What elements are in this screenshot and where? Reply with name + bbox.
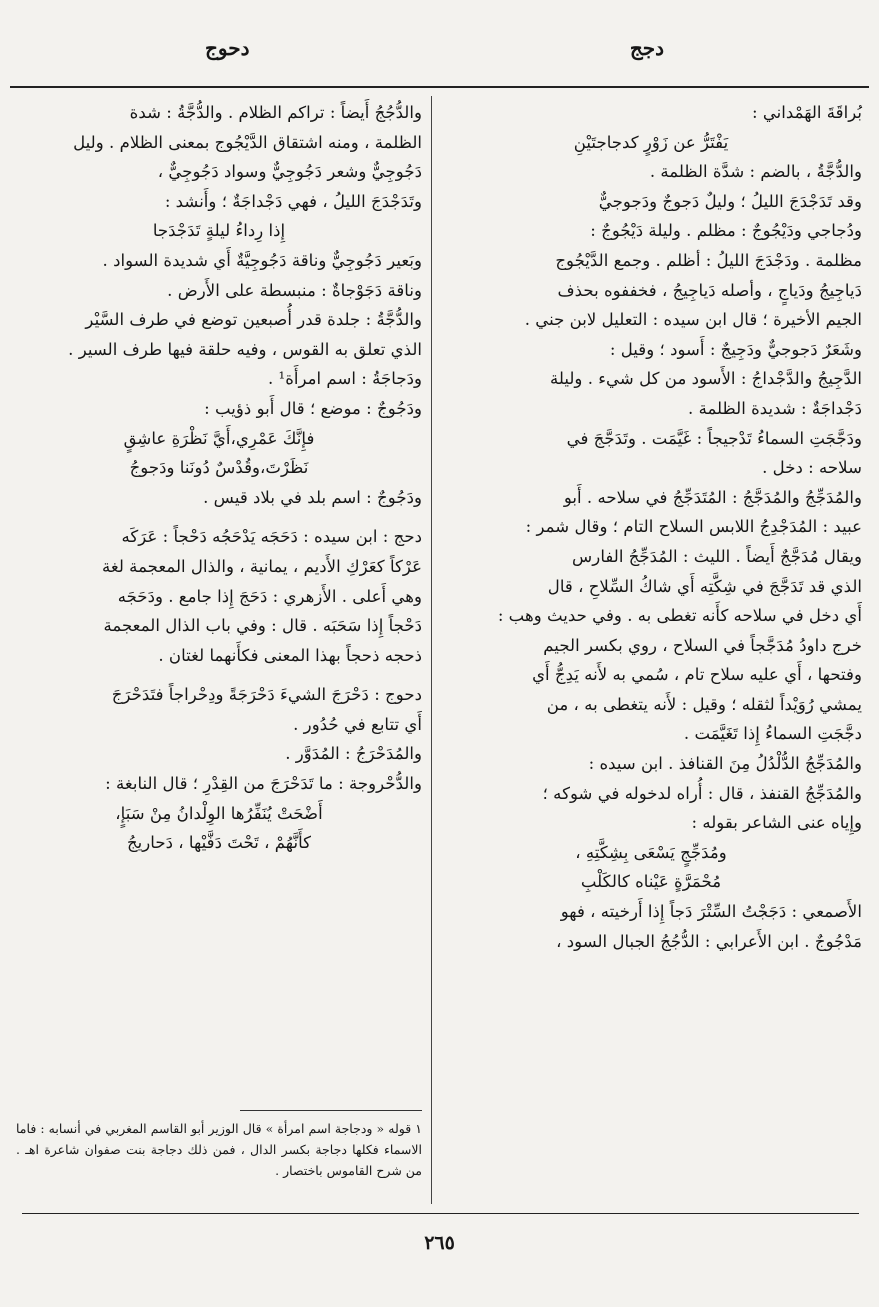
text-line: ويقال مُدَجَّجٌ أَيضاً . الليث : المُدَجِّجُ الفارس: [572, 546, 862, 566]
text-line: والمُدَحْرَجُ : المُدَوَّر .: [285, 744, 422, 764]
text-line: ودُجاجي ودَيْجُوجٌ : مظلم . وليلة دَيْجُوجٌ :: [590, 221, 862, 241]
text-line: عَرْكاً كعَرْكِ الأَديم ، يمانية ، والذال المعجمة لغة: [101, 556, 422, 576]
verse-line: نَظَرْتَ،وقُدْسٌ دُونَنا ودَجوجُ: [129, 458, 309, 478]
text-line: الجيم الأخيرة ؛ قال ابن سيده : التعليل لابن جني .: [524, 310, 862, 330]
text-line: والدُّجُجُ أَيضاً : تراكم الظلام . والدُّجَّةُ : شدة: [129, 103, 422, 122]
text-line: دَجُوجِيٌّ وشعر دَجُوجِيٌّ وسواد دَجُوجِيٌّ ،: [157, 162, 422, 182]
text-line: ودَجُوجٌ : اسم بلد في بلاد قيس .: [203, 487, 422, 507]
text-line: وهي أَعلى . الأَزهري : دَحَجَ إِذا جامع . ودَحَجَه: [117, 586, 422, 606]
text-line: ودَجُوجٌ : موضع ؛ قال أَبو ذؤيب :: [204, 398, 422, 418]
footer-rule: [22, 1213, 859, 1214]
text-line: الذي تعلق به القوس ، وفيه حلقة فيها طرف السير .: [68, 339, 422, 359]
right-column: [440, 98, 862, 956]
footnote-rule: [240, 1110, 422, 1111]
verse-line: يَفْتَرُّ عن زَوْرٍ كدجاجتَيْنِ: [573, 132, 729, 152]
left-header-word: دحوج: [205, 36, 250, 60]
text-line: وتَدَجْدَجَ الليلُ ، فهي دَجْداجَةٌ ؛ وأَنشد :: [164, 191, 422, 211]
page-number: ٢٦٥: [424, 1232, 455, 1254]
text-line: وإِياه عنى الشاعر بقوله :: [691, 813, 862, 833]
text-line: والمُدَجِّجُ والمُدَجَّجُ : المُتَدَجِّجُ في سلاحه . أَبو: [563, 487, 862, 507]
text-line: خرج داودُ مُدَجَّجاً في السلاح ، روي بكسر الجيم: [543, 635, 862, 655]
verse-line: إِذا رِداءُ ليلةٍ تَدَجْدَجا: [152, 221, 286, 241]
right-header-word: دجج: [629, 36, 664, 60]
text-line: وبَعير دَجُوجِيٌّ وناقة دَجُوجِيَّةٌ أَي شديدة السواد .: [102, 250, 422, 270]
text-line: أَي دخل في سلاحه كأَنه تغطى به . وفي حديث وهب :: [497, 606, 862, 626]
text-line: وفتحها ، أَي عليه سلاح تام ، سُمي به لأَنه يَدِجُّ أَي: [532, 665, 862, 685]
text-line: مَدْجُوجٌ . ابن الأَعرابي : الدُّجُجُ الجبال السود ،: [556, 931, 862, 951]
text-line: مظلمة . ودَجْدَجَ الليلُ : أظلم . وجمع الدَّيْجُوج: [555, 250, 862, 270]
text-line: وناقة دَجَوْجاةٌ : منبسطة على الأَرض .: [167, 280, 422, 300]
text-line: بُراقَةَ الهَمْداني :: [751, 103, 862, 122]
left-column: [16, 98, 422, 858]
verse-line: أَضْحَتْ يُنَفِّرُها الوِلْدانُ مِنْ سَبَإٍ،: [115, 803, 323, 823]
verse-line: مُحْمَرَّةٍ عَيْناه كالكَلْبِ: [580, 872, 722, 892]
text-line: الأَصمعي : دَجَجْتُ السِّتْرَ دَجاً إِذا أَرخيته ، فهو: [560, 902, 862, 922]
verse-line: كأَنَّهُمْ ، تَحْتَ دَفَّيْها ، دَحاريجُ: [126, 833, 312, 853]
column-separator: [431, 96, 432, 1204]
text-line: وشَعَرٌ دَجوجيٌّ ودَجِيجٌ : أَسود ؛ وقيل :: [609, 339, 862, 359]
footnote: ١ قوله « ودجاجة اسم امرأة » قال الوزير أبو القاسم المغربي في أنسابه : فاما الاسماء فكلها دجاجة بكسر الدال ، فمن ذلك دجاجة بنت صفوان شاعرة اهـ . من شرح القاموس باختصار .: [16, 1121, 422, 1178]
text-line: ذحجه ذحجاً بهذا المعنى فكأَنهما لغتان .: [158, 645, 422, 665]
text-line: الظلمة ، ومنه اشتقاق الدَّيْجُوج بمعنى الظلام . وليل: [73, 132, 422, 152]
entry-gap: [16, 512, 422, 522]
text-line: الدَّجِيجُ والدَّجْداجُ : الأَسود من كل شيء . وليلة: [549, 369, 862, 389]
text-line: دَحْجاً إِذا سَحَبَه . قال : وفي باب الذال المعجمة: [103, 616, 422, 636]
text-line: وقد تَدَجْدَجَ الليلُ ؛ وليلٌ دَجوجٌ ودَجوجيٌّ: [598, 191, 862, 211]
header-rule: [10, 86, 869, 88]
text-line: عبيد : المُدَجْدِجُ اللابس السلاح التام ؛ وقال شمر :: [525, 517, 862, 537]
entry-gap: [16, 670, 422, 680]
text-line: والدُّجَّةُ : جلدة قدر أُصبعين توضع في طرف السَّيْر: [85, 310, 422, 330]
entry-dhj: دحج : ابن سيده : دَحَجَه يَدْحَجُه دَحْجاً : عَرَكَه: [121, 527, 422, 547]
text-line: دَجْداجَةٌ : شديدة الظلمة .: [688, 398, 862, 418]
text-line: والمُدَجِّجُ الدُّلْدُلُ مِنَ القنافذ . ابن سيده :: [588, 754, 862, 774]
verse-line: ومُدَجِّجٍ يَسْعَى بِشِكَّتِهِ ،: [575, 842, 727, 862]
entry-dhwj: دحوج : دَحْرَجَ الشيءَ دَحْرَجَةً ودِحْراجاً فتَدَحْرَجَ: [111, 685, 422, 705]
text-line: والدُّحْروجة : ما تَدَحْرَجَ من القِدْرِ ؛ قال النابغة :: [105, 774, 422, 794]
text-line: أَي تتابع في حُدُور .: [293, 714, 422, 734]
text-line: دجَّجَتِ السماءُ إِذا تَغَيَّمَت .: [683, 724, 862, 744]
text-line: الذي قد تَدَجَّجَ في شِكَّتِه أَي شاكُ السِّلاحِ ، قال: [547, 576, 862, 596]
text-line: دَياجِيجُ ودَياجٍ ، وأصله دَياجِيجُ ، فخففوه بحذف: [557, 280, 862, 300]
text-line: والدُّجَّةُ ، بالضم : شدَّة الظلمة .: [649, 162, 862, 182]
text-line: سلاحه : دخل .: [762, 458, 862, 478]
text-line: والمُدَجِّجُ القنفذ ، قال : أُراه لدخوله في شوكه ؛: [542, 783, 862, 803]
text-line: ودَجَّجَتِ السماءُ تَدْجيجاً : غَيَّمَت . وتَدَجَّجَ في: [566, 428, 862, 448]
text-line: يمشي رُوَيْداً لثقله ؛ وقيل : لأَنه يتغطى به ، من: [546, 694, 862, 714]
verse-line: فإِنَّكَ عَمْرِي،أَيَّ نَظْرَةِ عاشِقٍ: [123, 428, 315, 448]
text-line: ودَجاجَةُ : اسم امرأَة¹ .: [267, 369, 422, 389]
